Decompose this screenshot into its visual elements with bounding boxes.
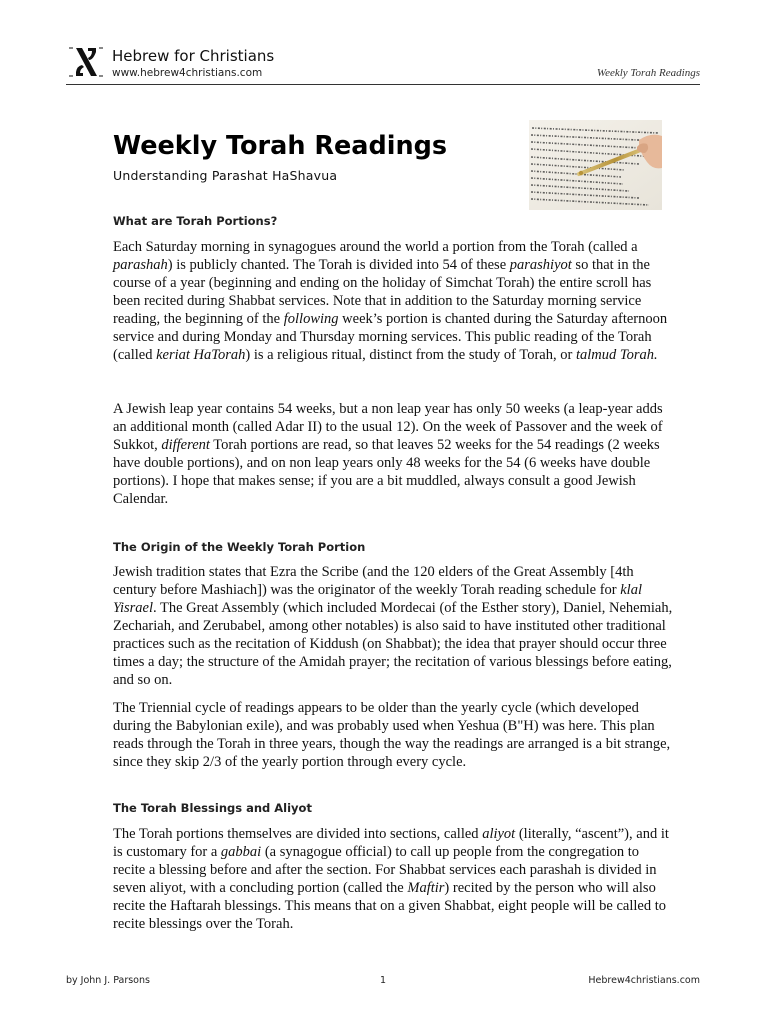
text-run: ) recited by the person who will also recite the Haftarah blessings. This means that on a given Shabbat, eight people will be called to recite blessings over the Torah.	[113, 880, 666, 932]
footer-author: by John J. Parsons	[66, 975, 150, 986]
section-heading-blessings-aliyot: The Torah Blessings and Aliyot	[113, 801, 312, 815]
paragraph	[113, 563, 673, 689]
text-run: The Torah portions themselves are divided into sections, called	[113, 826, 483, 842]
site-url-link[interactable]: www.hebrew4christians.com	[112, 67, 263, 79]
italic-term: keriat HaTorah	[156, 347, 246, 363]
site-name: Hebrew for Christians	[112, 47, 275, 65]
aleph-letter-icon	[66, 40, 106, 84]
italic-term: Maftir	[407, 880, 445, 896]
running-header-title: Weekly Torah Readings	[596, 67, 700, 79]
italic-term: following	[283, 311, 339, 327]
section-heading-torah-portions: What are Torah Portions?	[113, 214, 278, 228]
text-run: The Triennial cycle of readings appears to be older than the yearly cycle (which developed during the Babylonian exile), and was probably used when Yeshua (B"H) was here. This plan reads through the Torah in three years, though the way the readings are arranged is a bit strange, since they skip 2/3 of the yearly portion through every cycle.	[113, 700, 671, 770]
paragraph	[113, 238, 673, 364]
footer-site-link[interactable]: Hebrew4christians.com	[588, 975, 700, 986]
text-run: . The Great Assembly (which included Mordecai (of the Esther story), Daniel, Nehemiah, Zechariah, and Zerubabel, among other notables) is also said to have instituted other traditional practices such as the recitation of Kiddush (on Shabbat); the idea that prayer should occur three times a day; the structure of the Amidah prayer; the recitation of various blessings before eating, and so on.	[113, 600, 673, 688]
section-heading-origin: The Origin of the Weekly Torah Portion	[113, 540, 366, 554]
italic-term: klal Yisrael	[113, 582, 642, 616]
italic-term: aliyot	[482, 826, 516, 842]
paragraph	[113, 699, 673, 771]
italic-term: parashiyot	[509, 257, 572, 273]
page-number: 1	[380, 975, 387, 986]
text-run: Torah portions are read, so that leaves 52 weeks for the 54 readings (2 weeks have double portions), and on non leap years only 48 weeks for the 54 (6 weeks have double portions). I hope that makes sense; if you are a bit muddled, always consult a good Jewish Calendar.	[113, 437, 660, 507]
page-title: Weekly Torah Readings	[113, 131, 448, 161]
header-divider	[66, 84, 700, 85]
page-header	[66, 40, 700, 84]
text-run: Jewish tradition states that Ezra the Scribe (and the 120 elders of the Great Assembly [4th century before Mashiach]) was the originator of the weekly Torah reading schedule for	[113, 564, 634, 598]
text-run: A Jewish leap year contains 54 weeks, but a non leap year has only 50 weeks (a leap-year adds an additional month (called Adar II) to the usual 12). On the week of Passover and the week of Sukkot,	[113, 401, 663, 453]
italic-term: talmud Torah.	[575, 347, 658, 363]
italic-term: parashah	[113, 257, 168, 273]
paragraph	[113, 400, 673, 508]
page-subtitle: Understanding Parashat HaShavua	[113, 168, 338, 183]
text-run: ) is a religious ritual, distinct from the study of Torah, or	[245, 347, 576, 363]
text-run: (a synagogue official) to call up people from the congregation to recite a blessing before and after the section. For Shabbat services each parashah is divided in seven aliyot, with a concluding portion (called the	[113, 844, 657, 896]
paragraph	[113, 825, 673, 933]
text-run: Each Saturday morning in synagogues around the world a portion from the Torah (called a	[113, 239, 638, 255]
torah-scroll-image	[529, 120, 662, 210]
text-run: ) is publicly chanted. The Torah is divided into 54 of these	[167, 257, 510, 273]
italic-term: different	[161, 437, 210, 453]
text-run: (literally, “ascent”), and it is customary for a	[113, 826, 669, 860]
page-footer	[66, 975, 700, 989]
text-run: week’s portion is chanted during the Saturday afternoon service and during Monday and Thursday morning services. This public reading of the Torah (called	[113, 311, 668, 363]
text-run: so that in the course of a year (beginning and ending on the holiday of Simchat Torah) the entire scroll has been recited during Shabbat services. Note that in addition to the Saturday morning service reading, the beginning of the	[113, 257, 652, 327]
italic-term: gabbai	[220, 844, 262, 860]
